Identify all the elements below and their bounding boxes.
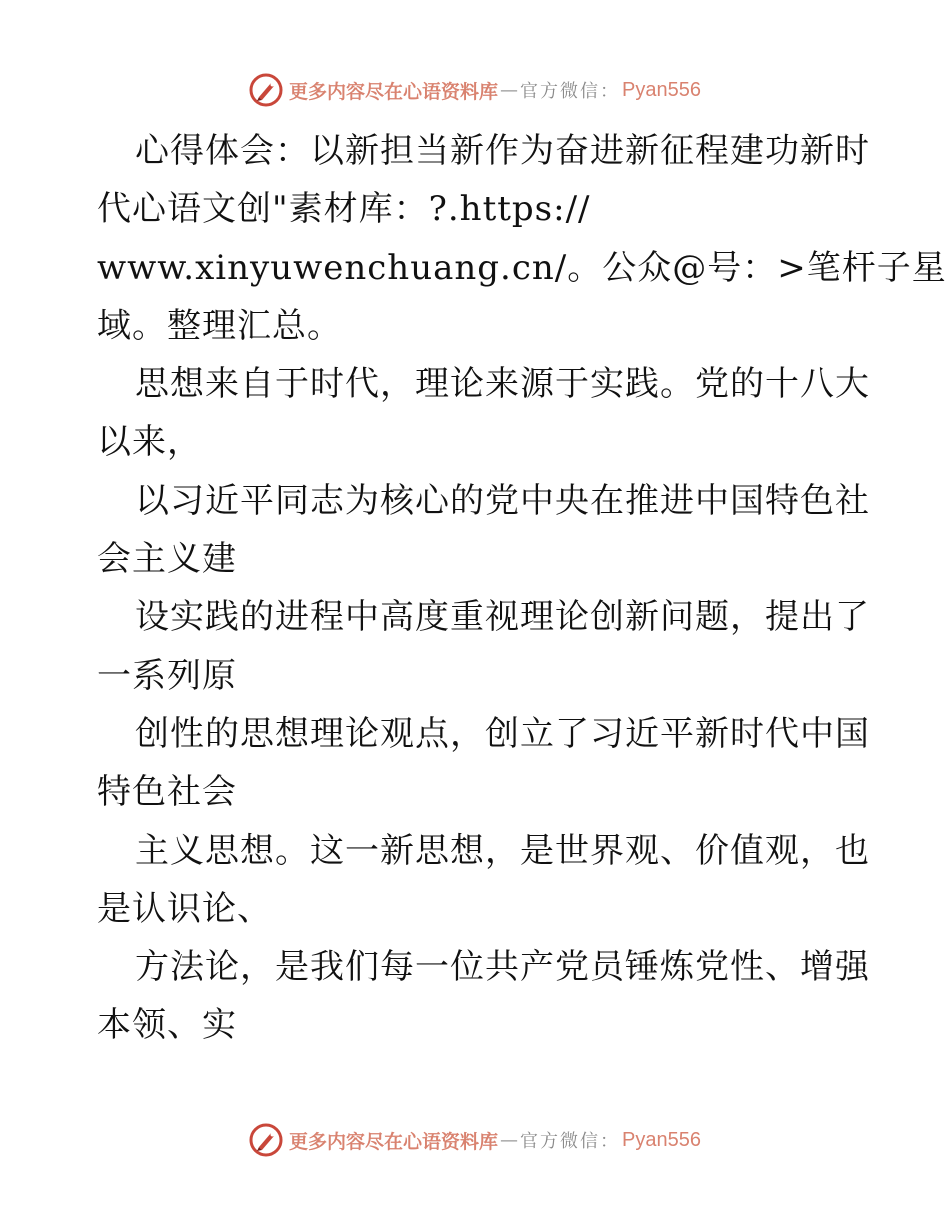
banner-official-label: 官方微信： [520, 81, 621, 102]
banner-library-text: 更多内容尽在心语资料库 [289, 80, 499, 103]
footer-watermark-banner [0, 1118, 950, 1162]
body-line: 主义思想。这一新思想，是世界观、价值观，也 [135, 830, 870, 871]
header-watermark-banner [0, 68, 950, 112]
body-line: 是认识论、 [97, 888, 272, 929]
body-line: 特色社会 [97, 772, 237, 813]
banner-dash: — [500, 79, 519, 101]
banner-official-label: 官方微信： [520, 1131, 621, 1152]
body-line: 方法论，是我们每一位共产党员锤炼党性、增强 [135, 947, 870, 988]
banner-library-text: 更多内容尽在心语资料库 [289, 1130, 499, 1153]
banner-dash: — [500, 1129, 519, 1151]
body-line: 心得体会：以新担当新作为奋进新征程建功新时 [135, 131, 870, 171]
body-line: 设实践的进程中高度重视理论创新问题，提出了 [135, 597, 870, 638]
body-line: 域。整理汇总。 [97, 305, 342, 346]
pen-nib-logo-icon [249, 73, 283, 107]
body-line: 创性的思想理论观点，创立了习近平新时代中国 [135, 713, 870, 754]
document-body [97, 122, 947, 1055]
body-line: 一系列原 [97, 655, 237, 696]
body-line: 本领、实 [97, 1005, 237, 1046]
body-line: 会主义建 [97, 539, 237, 580]
body-line: 以来， [97, 422, 202, 463]
body-line: 思想来自于时代，理论来源于实践。党的十八大 [135, 364, 870, 405]
body-line: 以习近平同志为核心的党中央在推进中国特色社 [135, 480, 870, 521]
body-line: www.xinyuwenchuang.cn/。公众@号：>笔杆子星 [97, 247, 947, 288]
pen-nib-logo-icon [249, 1123, 283, 1157]
banner-wechat-id: Pyan556 [622, 78, 701, 101]
body-line: 代心语文创"素材库：?.https:// [97, 189, 591, 230]
banner-wechat-id: Pyan556 [622, 1128, 701, 1151]
